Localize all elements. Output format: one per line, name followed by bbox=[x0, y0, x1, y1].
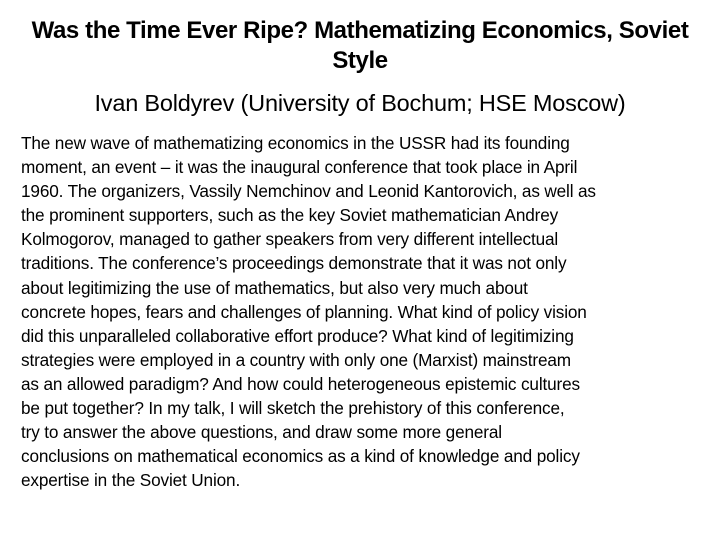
slide-title bbox=[10, 16, 710, 76]
abstract-line: The new wave of mathematizing economics in the USSR had its founding bbox=[21, 133, 570, 153]
abstract-line: about legitimizing the use of mathematics, but also very much about bbox=[21, 277, 528, 298]
abstract-line: did this unparalleled collaborative effort produce? What kind of legitimizing bbox=[21, 325, 574, 346]
abstract-line: be put together? In my talk, I will sketch the prehistory of this conference, bbox=[21, 398, 565, 419]
abstract-line: conclusions on mathematical economics as a kind of knowledge and policy bbox=[21, 446, 580, 467]
abstract-line: Kolmogorov, managed to gather speakers from very different intellectual bbox=[21, 229, 559, 250]
abstract-paragraph bbox=[21, 131, 706, 492]
slide-title-line-1: Was the Time Ever Ripe? Mathematizing Economics, Soviet bbox=[31, 17, 689, 44]
abstract-line: moment, an event – it was the inaugural conference that took place in April bbox=[21, 157, 578, 178]
abstract-line: expertise in the Soviet Union. bbox=[21, 470, 241, 491]
abstract-line: the prominent supporters, such as the key Soviet mathematician Andrey bbox=[21, 205, 559, 226]
slide-title-line-2: Style bbox=[332, 47, 388, 74]
abstract-line: strategies were employed in a country with only one (Marxist) mainstream bbox=[21, 349, 571, 370]
abstract-line: try to answer the above questions, and draw some more general bbox=[21, 422, 502, 443]
abstract-line: concrete hopes, fears and challenges of planning. What kind of policy vision bbox=[21, 301, 587, 322]
abstract-line: traditions. The conference’s proceedings demonstrate that it was not only bbox=[21, 253, 567, 274]
abstract-line: as an allowed paradigm? And how could heterogeneous epistemic cultures bbox=[21, 373, 580, 394]
abstract-line: 1960. The organizers, Vassily Nemchinov and Leonid Kantorovich, as well as bbox=[21, 181, 596, 202]
author-affiliation: Ivan Boldyrev (University of Bochum; HSE Moscow) bbox=[94, 90, 626, 116]
